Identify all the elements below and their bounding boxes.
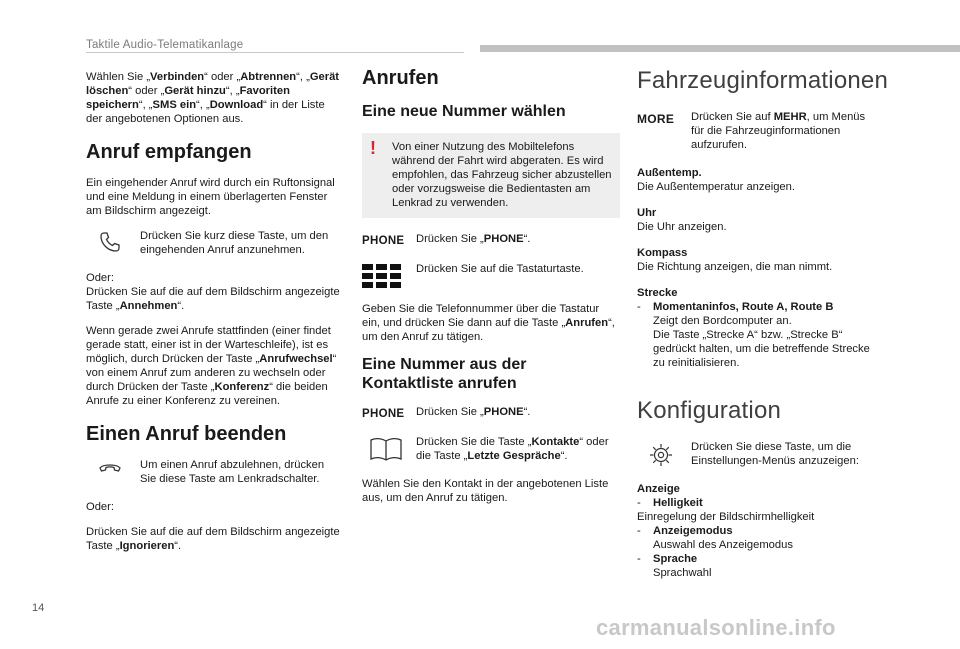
settings-text: Drücken Sie diese Taste, um die Einstellungen-Menüs anzuzeigen: — [691, 441, 859, 467]
paragraph-annehmen: Drücken Sie auf die auf dem Bildschirm angezeigte Taste „Annehmen“. — [86, 286, 340, 312]
column-left — [86, 70, 341, 564]
heading-anrufen: Anrufen — [362, 67, 439, 89]
phone-word-icon: PHONE — [362, 235, 405, 247]
section-anzeige: Anzeige - Helligkeit Einregelung der Bildschirmhelligkeit - Anzeigemodus Auswahl des Anzeigemodus - Sprache Sprachwahl — [637, 483, 815, 579]
paragraph-empfangen: Ein eingehender Anruf wird durch ein Ruftonsignal und eine Meldung in einem überlagerten Fenster am Bildschirm angezeigt. — [86, 177, 335, 217]
contacts-text: Drücken Sie die Taste „Kontakte“ oder die Taste „Letzte Gespräche“. — [416, 436, 609, 462]
oder-label-1: Oder: — [86, 272, 114, 284]
column-right — [637, 66, 889, 580]
heading-neue-nummer: Eine neue Nummer wählen — [362, 103, 566, 120]
heading-konfiguration: Konfiguration — [637, 397, 782, 424]
heading-kontaktliste: Eine Nummer aus der Kontaktliste anrufen — [362, 356, 527, 392]
heading-anruf-beenden: Einen Anruf beenden — [86, 423, 287, 445]
accept-call-text: Drücken Sie kurz diese Taste, um den eingehenden Anruf anzunehmen. — [140, 230, 329, 256]
settings-row — [637, 440, 877, 468]
more-text: Drücken Sie auf MEHR, um Menüs für die Fahrzeuginformationen aufzurufen. — [691, 111, 866, 151]
warning-icon: ! — [370, 138, 376, 158]
phone-text-2: Drücken Sie „PHONE“. — [416, 406, 531, 418]
more-word-icon: MORE — [637, 112, 675, 126]
accept-call-row — [86, 229, 341, 257]
keypad-icon — [362, 262, 410, 288]
watermark: carmanualsonline.info — [596, 615, 836, 640]
phone-row-2 — [362, 405, 620, 421]
gear-icon — [637, 440, 685, 468]
page-number: 14 — [32, 602, 45, 614]
column-middle — [362, 66, 620, 516]
paragraph-nummer: Geben Sie die Telefonnummer über die Tastatur ein, und drücken Sie dann auf die Taste „Anrufen“, um den Anruf zu tätigen. — [362, 303, 615, 343]
warning-box — [362, 133, 620, 218]
phone-hangup-icon — [86, 458, 134, 476]
paragraph-ignorieren: Drücken Sie auf die auf dem Bildschirm angezeigte Taste „Ignorieren“. — [86, 526, 340, 552]
intro-paragraph: Wählen Sie „Verbinden“ oder „Abtrennen“, „Gerät löschen“ oder „Gerät hinzu“, „Favoriten speichern“, „SMS ein“, „Download“ in der Liste der angebotenen Optionen aus. — [86, 71, 340, 125]
book-icon — [362, 435, 410, 461]
header-bar — [480, 45, 960, 52]
phone-row-1 — [362, 232, 620, 248]
heading-fahrzeuginformationen: Fahrzeuginformationen — [637, 67, 889, 94]
keypad-text: Drücken Sie auf die Tastaturtaste. — [416, 263, 584, 275]
hangup-row — [86, 458, 341, 486]
more-row — [637, 110, 877, 152]
contacts-row — [362, 435, 620, 463]
section-strecke: Strecke - Momentaninfos, Route A, Route B Zeigt den Bordcomputer an. Die Taste „Strecke A“ bzw. „Strecke B“ gedrückt halten, um die betreffende Strecke zu reinitialisieren. — [637, 287, 870, 369]
heading-anruf-empfangen: Anruf empfangen — [86, 141, 252, 163]
phone-accept-icon — [86, 229, 134, 253]
section-kompass: Kompass Die Richtung anzeigen, die man nimmt. — [637, 247, 833, 273]
hangup-text: Um einen Anruf abzulehnen, drücken Sie diese Taste am Lenkradschalter. — [140, 459, 325, 485]
phone-text-1: Drücken Sie „PHONE“. — [416, 233, 531, 245]
header-title: Taktile Audio-Telematikanlage — [86, 39, 244, 51]
section-uhr: Uhr Die Uhr anzeigen. — [637, 207, 727, 233]
paragraph-zwei-anrufe: Wenn gerade zwei Anrufe stattfinden (einer findet gerade statt, einer ist in der Warteschleife), ist es möglich, durch Drücken der Taste „Anrufwechsel“ von einem Anruf zum anderen zu wechseln oder durch Drücken der Taste „Konferenz“ die beiden Anrufe zu einer Konferenz zu vereinen. — [86, 325, 337, 407]
keypad-row — [362, 262, 620, 288]
warning-text: Von einer Nutzung des Mobiltelefons während der Fahrt wird abgeraten. Es wird empfohlen, das Fahrzeug sicher abzustellen oder vorzugsweise die Bedientasten am Lenkrad zu verwenden. — [392, 141, 612, 209]
paragraph-kontakt: Wählen Sie den Kontakt in der angebotenen Liste aus, um den Anruf zu tätigen. — [362, 478, 609, 504]
section-aussentemp: Außentemp. Die Außentemperatur anzeigen. — [637, 167, 795, 193]
oder-label-2: Oder: — [86, 501, 114, 513]
phone-word-icon-2: PHONE — [362, 408, 405, 420]
header-rule — [86, 52, 464, 53]
